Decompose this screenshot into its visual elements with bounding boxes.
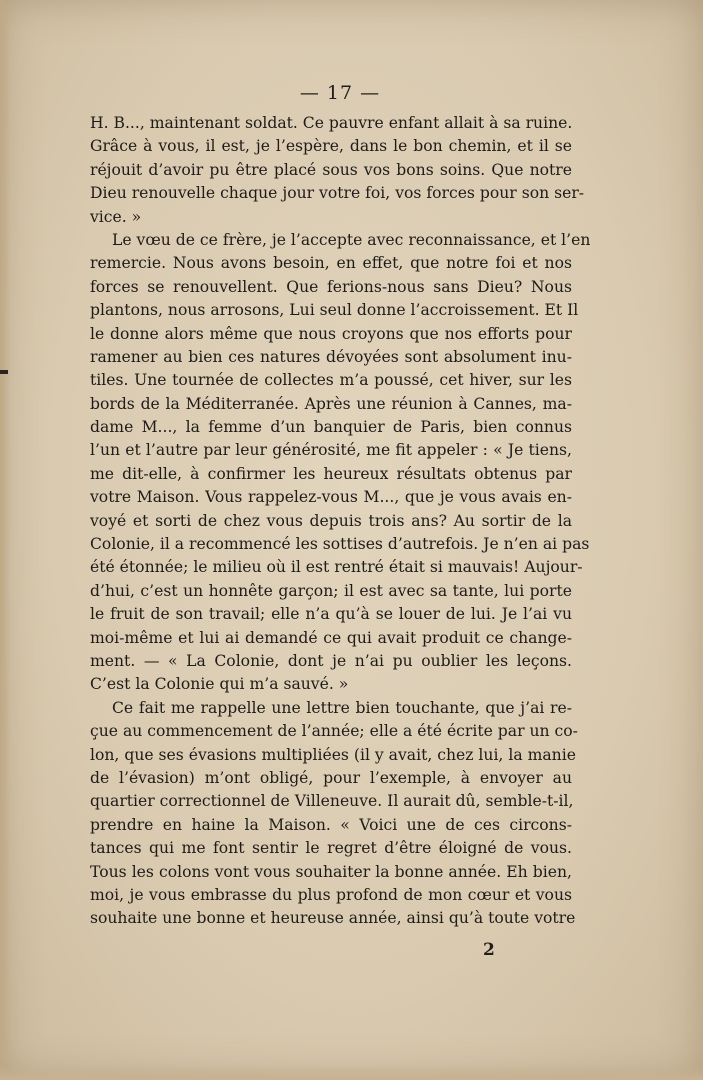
text-line: H. B..., maintenant soldat. Ce pauvre enfant allait à sa ruine. [90,114,573,132]
body-text [90,112,591,931]
text-line: Grâce à vous, il est, je l’espère, dans le bon chemin, et il se [90,137,572,156]
text-line: çue au commencement de l’année; elle a été écrite par un co- [90,722,578,741]
text-line: voyé et sorti de chez vous depuis trois ans? Au sortir de la [90,511,572,530]
text-line: l’un et l’autre par leur générosité, me fit appeler : « Je tiens, [90,441,572,460]
text-line: quartier correctionnel de Villeneuve. Il aurait dû, semble-t-il, [90,792,574,811]
text-line: votre Maison. Vous rappelez-vous M..., que je vous avais en- [90,488,572,507]
margin-mark [0,370,8,374]
text-line: le fruit de son travail; elle n’a qu’à se louer de lui. Je l’ai vu [90,605,572,624]
text-line: me dit-elle, à confirmer les heureux résultats obtenus par [90,464,572,483]
text-line: tances qui me font sentir le regret d’être éloigné de vous. [90,839,572,858]
page-bottom-edge [0,1066,703,1080]
text-line: réjouit d’avoir pu être placé sous vos bons soins. Que notre [90,160,572,179]
text-line: bords de la Méditerranée. Après une réunion à Cannes, ma- [90,394,572,413]
text-line: ramener au bien ces natures dévoyées sont absolument inu- [90,347,572,366]
text-line: vice. » [90,207,142,226]
text-line: lon, que ses évasions multipliées (il y avait, chez lui, la manie [90,745,576,764]
text-line: Ce fait me rappelle une lettre bien touchante, que j’ai re- [112,698,572,717]
text-line: été étonnée; le milieu où il est rentré était si mauvais! Aujour- [90,558,583,577]
text-line: d’hui, c’est un honnête garçon; il est avec sa tante, lui porte [90,581,572,600]
text-line: le donne alors même que nous croyons que nos efforts pour [90,324,572,343]
text-line: prendre en haine la Maison. « Voici une de ces circons- [90,815,572,834]
text-line: dame M..., la femme d’un banquier de Paris, bien connus [90,418,572,437]
page-left-edge [0,0,10,1080]
text-line: Colonie, il a recommencé les sottises d’autrefois. Je n’en ai pas [90,535,590,554]
text-line: remercie. Nous avons besoin, en effet, que notre foi et nos [90,254,572,273]
text-line: C’est la Colonie qui m’a sauvé. » [90,675,349,694]
text-line: Le vœu de ce frère, je l’accepte avec reconnaissance, et l’en [112,230,591,249]
page-number: — 17 — [299,82,381,104]
text-line: moi, je vous embrasse du plus profond de mon cœur et vous [90,885,572,904]
text-line: moi-même et lui ai demandé ce qui avait produit ce change- [90,628,572,647]
text-line: de l’évasion) m’ont obligé, pour l’exemple, à envoyer au [90,768,572,787]
signature-mark: 2 [483,940,495,960]
text-line: forces se renouvellent. Que ferions-nous sans Dieu? Nous [90,277,572,296]
text-line: Tous les colons vont vous souhaiter la bonne année. Eh bien, [90,862,572,881]
text-line: plantons, nous arrosons, Lui seul donne l’accroissement. Et Il [90,301,579,320]
text-line: tiles. Une tournée de collectes m’a poussé, cet hiver, sur les [90,371,572,390]
text-line: souhaite une bonne et heureuse année, ainsi qu’à toute votre [90,909,576,928]
text-line: ment. — « La Colonie, dont je n’ai pu oublier les leçons. [90,651,572,670]
text-line: Dieu renouvelle chaque jour votre foi, vos forces pour son ser- [90,184,585,203]
